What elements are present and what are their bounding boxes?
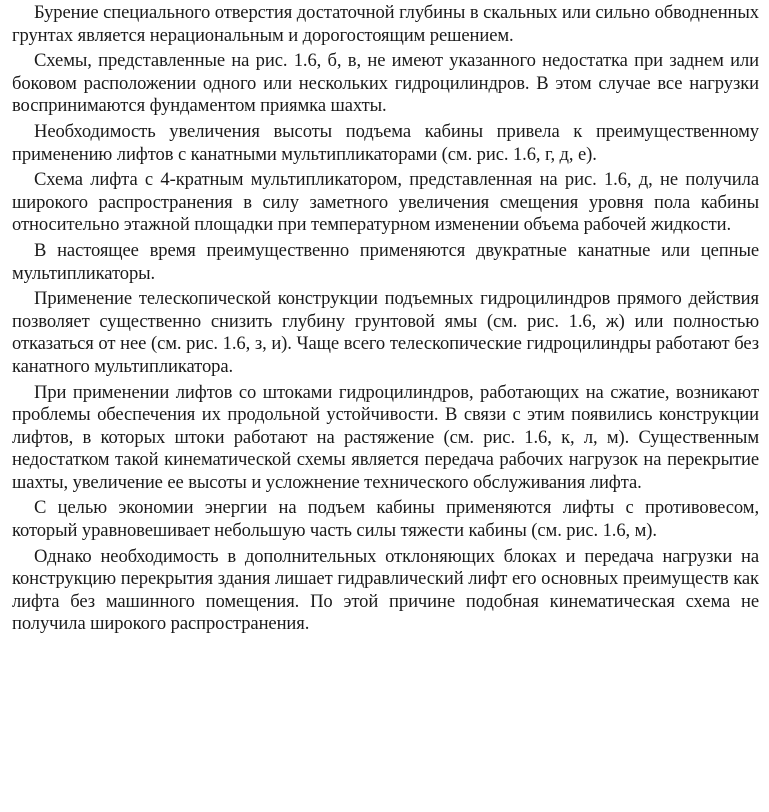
paragraph-4: Схема лифта с 4-кратным мультипликатором, представленная на рис. 1.6, д, не получила широкого распространения в силу заметного увеличения смещения уровня пола кабины относительно этажной площадки при температурном изменении объема рабочей жидкости. [12, 169, 759, 236]
paragraph-3: Необходимость увеличения высоты подъема кабины привела к преимущественному применению лифтов с канатными мультипликаторами (см. рис. 1.6, г, д, е). [12, 120, 759, 165]
paragraph-1: Бурение специального отверстия достаточной глубины в скальных или сильно обводненных грунтах является нерациональным и дорогостоящим решением. [12, 2, 759, 46]
paragraph-2: Схемы, представленные на рис. 1.6, б, в, не имеют указанного недостатка при заднем или боковом расположении одного или нескольких гидроцилиндров. В этом случае все нагрузки воспринимаются фундаментом приямка шахты. [12, 50, 759, 117]
paragraph-8: С целью экономии энергии на подъем кабины применяются лифты с противовесом, который уравновешивает небольшую часть силы тяжести кабины (см. рис. 1.6, м). [12, 497, 759, 542]
paragraph-6: Применение телескопической конструкции подъемных гидроцилиндров прямого действия позволяет существенно снизить глубину грунтовой ямы (см. рис. 1.6, ж) или полностью отказаться от нее (см. рис. 1.6, з, и). Чаще всего телескопические гидроцилиндры работают без канатного мультипликатора. [12, 288, 759, 377]
paragraph-5: В настоящее время преимущественно применяются двукратные канатные или цепные мультипликаторы. [12, 239, 759, 284]
paragraph-7: При применении лифтов со штоками гидроцилиндров, работающих на сжатие, возникают проблемы обеспечения их продольной устойчивости. В связи с этим появились конструкции лифтов, в которых штоки работают на растяжение (см. рис. 1.6, к, л, м). Существенным недостатком такой кинематической схемы является передача рабочих нагрузок на перекрытие шахты, увеличение ее высоты и усложнение технического обслуживания лифта. [12, 381, 759, 493]
paragraph-9: Однако необходимость в дополнительных отклоняющих блоках и передача нагрузки на конструкцию перекрытия здания лишает гидравлический лифт его основных преимуществ как лифта без машинного помещения. По этой причине подобная кинематическая схема не получила широкого распространения. [12, 545, 759, 635]
